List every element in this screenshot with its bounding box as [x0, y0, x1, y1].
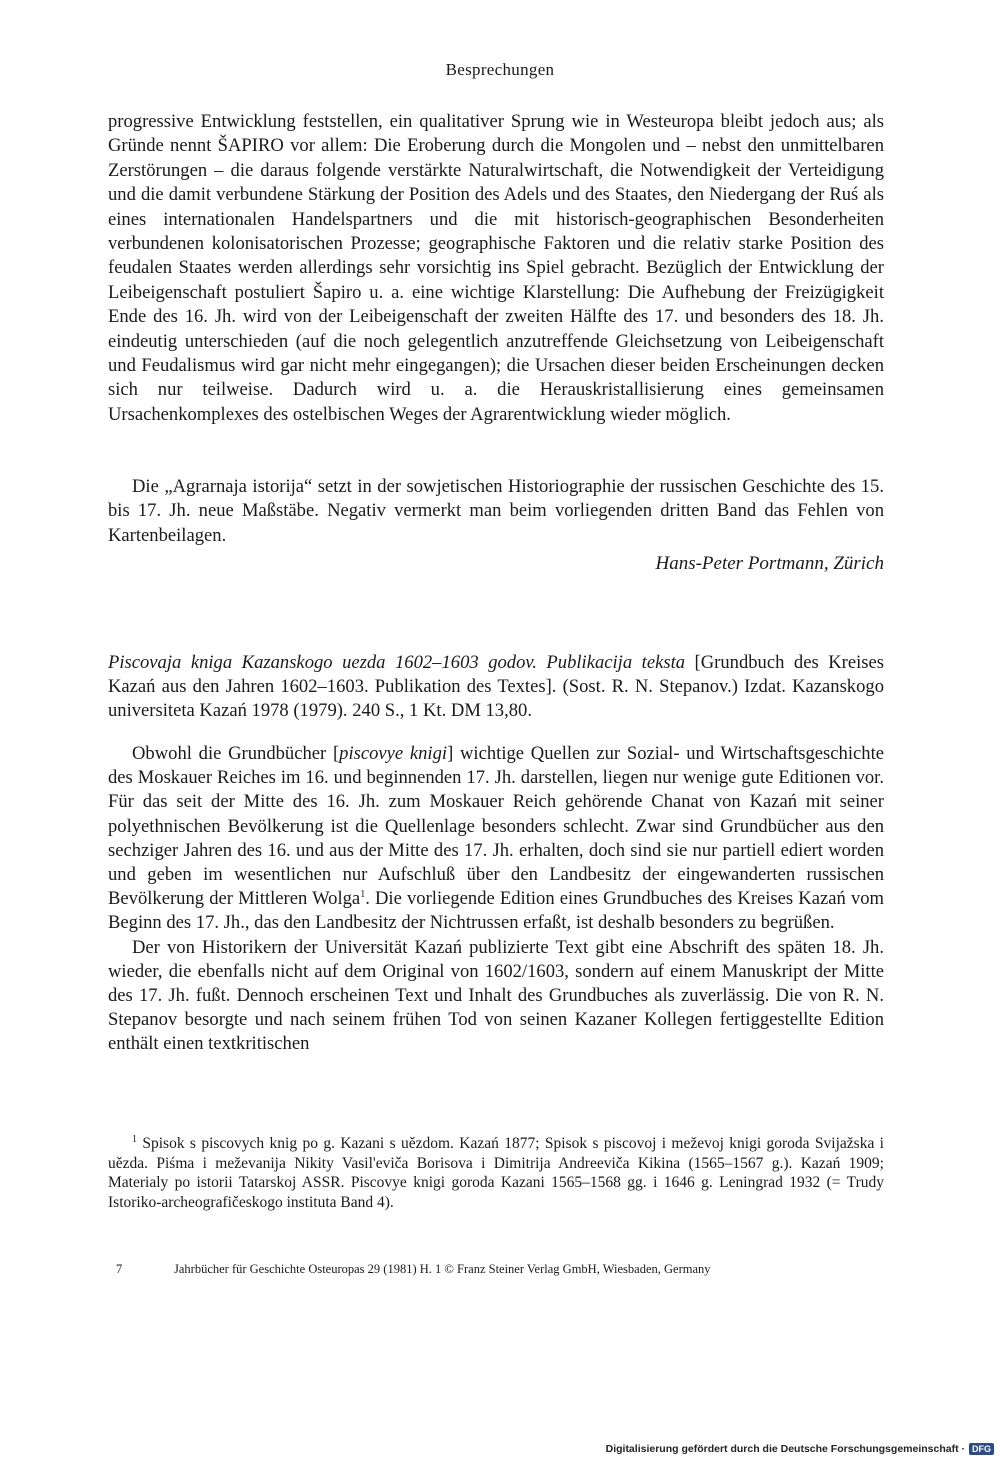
bibliographic-details: [Grundbuch des Kreises Kazań aus den Jahren 1602–1603. Publikation des Textes]. (Sost. R. N. Stepanov.) Izdat. Kazanskogo universiteta Kazań 1978 (1979). 240 S., 1 Kt. DM 13,80.	[108, 652, 884, 721]
review-paragraph-1	[108, 742, 884, 936]
reviewer-signature: Hans-Peter Portmann, Zürich	[655, 553, 884, 574]
italic-term: piscovye knigi	[339, 743, 448, 764]
previous-review-paragraph-2	[108, 475, 884, 548]
footnote-reference[interactable]: 1	[360, 889, 366, 901]
journal-citation: Jahrbücher für Geschichte Osteuropas 29 (1981) H. 1 © Franz Steiner Verlag GmbH, Wiesbaden, Germany	[174, 1262, 711, 1276]
review-bibliographic-heading	[108, 651, 884, 723]
text-run: . Die vorliegende Edition eines Grundbuches des Kreises Kazań vom Beginn des 17. Jh., das den Landbesitz der Nichtrussen erfaßt, ist deshalb besonders zu begrüßen.	[108, 888, 885, 934]
digitization-text: Digitalisierung gefördert durch die Deutsche Forschungsgemeinschaft ·	[605, 1443, 965, 1455]
previous-review-paragraph-1	[108, 110, 884, 427]
text-run: ] wichtige Quellen zur Sozial- und Wirtschaftsgeschichte des Moskauer Reiches im 16. und beginnenden 17. Jh. darstellen, liegen nur wenige gute Editionen vor. Für das seit der Mitte des 16. Jh. zum Moskauer Reich gehörende Chanat von Kazań mit seiner polyethnischen Bevölkerung ist die Quellenlage besonders schlecht. Zwar sind Grundbücher aus den sechziger Jahren des 16. und aus der Mitte des 17. Jh. erhalten, doch sind sie nur partiell ediert worden und geben im wesentlichen nur Aufschluß über den Landbesitz der eingewanderten russischen Bevölkerung der Mittleren Wolga	[108, 743, 884, 910]
digitization-notice	[606, 1443, 994, 1455]
bibliographic-entry	[108, 651, 884, 723]
book-title: Piscovaja kniga Kazanskogo uezda 1602–1603 godov. Publikacija teksta	[108, 652, 686, 673]
page-number: 7	[116, 1262, 123, 1276]
body-text: progressive Entwicklung feststellen, ein qualitativer Sprung wie in Westeuropa bleibt jedoch aus; als Gründe nennt ŠAPIRO vor allem: Die Eroberung durch die Mongolen und – nebst den unmittelbaren Zerstörungen – die daraus folgende verstärkte Naturalwirtschaft, die Notwendigkeit der Verteidigung und die damit verbundene Stärkung der Position des Adels und des Staates, den Niedergang der Ruś als eines internationalen Handelspartners und die mit historisch-geographischen Besonderheiten verbundenen kolonisatorischen Prozesse; geographische Faktoren und die relativ starke Position des feudalen Staates werden allerdings sehr vorsichtig ins Spiel gebracht. Bezüglich der Entwicklung der Leibeigenschaft postuliert Šapiro u. a. eine wichtige Klarstellung: Die Aufhebung der Freizügigkeit Ende des 16. Jh. wird von der Leibeigenschaft der zweiten Hälfte des 17. und besonders des 18. Jh. eindeutig unterschieden (auf die noch gelegentlich anzutreffende Gleichsetzung von Leibeigenschaft und Feudalismus wird gar nicht mehr eingegangen); die Ursachen dieser beiden Erscheinungen decken sich nur teilweise. Dadurch wird u. a. die Herauskristallisierung eines gemeinsamen Ursachenkomplexes des ostelbischen Weges der Agrarentwicklung wieder möglich.	[108, 111, 884, 425]
review-body	[108, 742, 884, 1057]
footnote	[108, 1134, 884, 1212]
body-text: Die „Agrarnaja istorija“ setzt in der sowjetischen Historiographie der russischen Geschichte des 15. bis 17. Jh. neue Maßstäbe. Negativ vermerkt man beim vorliegenden dritten Band das Fehlen von Kartenbeilagen.	[108, 476, 884, 546]
footnote-marker: 1	[132, 1133, 137, 1145]
text-run: Obwohl die Grundbücher [	[132, 743, 340, 764]
dfg-logo: DFG	[969, 1443, 994, 1455]
review-paragraph-2: Der von Historikern der Universität Kazań publizierte Text gibt eine Abschrift des späten 18. Jh. wieder, die ebenfalls nicht auf dem Original von 1602/1603, sondern auf einem Manuskript der Mitte des 17. Jh. fußt. Dennoch erscheinen Text und Inhalt des Grundbuches als zuverlässig. Die von R. N. Stepanov besorgte und nach seinem frühen Tod von seinen Kazaner Kollegen fertiggestellte Edition enthält einen textkritischen	[108, 936, 884, 1055]
running-header: Besprechungen	[445, 60, 555, 79]
footnote-text: Spisok s piscovych knig po g. Kazani s uězdom. Kazań 1877; Spisok s piscovoj i meževoj knigi goroda Svijažska i uězda. Piśma i meževanija Nikity Vasil'eviča Borisova i Dimitrija Andreeviča Kikina (1565–1567 g.). Kazań 1909; Materialy po istorii Tatarskoj ASSR. Piscovye knigi goroda Kazani 1565–1568 gg. i 1646 g. Leningrad 1932 (= Trudy Istoriko-archeografičeskogo instituta Band 4).	[108, 1135, 884, 1211]
